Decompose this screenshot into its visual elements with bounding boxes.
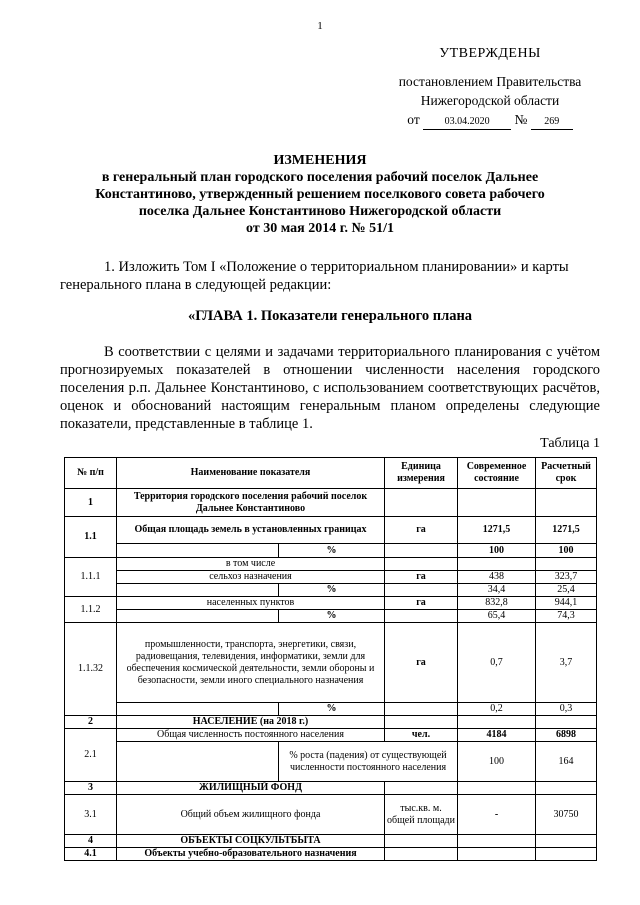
row-planned: 30750 — [536, 795, 597, 835]
row-empty — [536, 716, 597, 729]
indicators-table — [64, 457, 597, 861]
row-empty — [385, 782, 458, 795]
row-current: 0,2 — [458, 703, 536, 716]
row-name: Общая численность постоянного населения — [117, 729, 385, 742]
approval-line2: Нижегородской области — [420, 93, 560, 108]
row-unit: % — [279, 584, 385, 597]
row-planned: 0,3 — [536, 703, 597, 716]
row-empty — [458, 835, 536, 848]
row-empty — [536, 848, 597, 861]
table-header-row — [65, 458, 597, 489]
row-planned: 25,4 — [536, 584, 597, 597]
row-name: населенных пунктов — [117, 597, 385, 610]
table-row — [65, 782, 597, 795]
row-planned: 323,7 — [536, 571, 597, 584]
row-empty — [458, 716, 536, 729]
row-num: 1.1.1 — [65, 558, 117, 597]
paragraph-1-line2: генерального плана в следующей редакции: — [60, 277, 332, 293]
table-row — [65, 716, 597, 729]
row-empty — [385, 544, 458, 558]
row-name: Общая площадь земель в установленных границах — [117, 517, 385, 544]
approval-number-sign: № — [514, 112, 528, 127]
row-num: 1 — [65, 489, 117, 517]
header-current: Современное состояние — [458, 458, 536, 489]
row-current: 100 — [458, 544, 536, 558]
header-planned: Расчетный срок — [536, 458, 597, 489]
row-unit: тыс.кв. м. общей площади — [385, 795, 458, 835]
row-num: 2.1 — [65, 729, 117, 782]
header-name: Наименование показателя — [117, 458, 385, 489]
row-name: ЖИЛИЩНЫЙ ФОНД — [117, 782, 385, 795]
row-empty — [385, 716, 458, 729]
row-empty — [385, 703, 458, 716]
row-empty — [385, 848, 458, 861]
row-name: сельхоз назначения — [117, 571, 385, 584]
table-row — [65, 558, 597, 571]
row-current: 1271,5 — [458, 517, 536, 544]
row-planned: 6898 — [536, 729, 597, 742]
approval-from: от — [407, 112, 420, 127]
table-row — [65, 584, 597, 597]
table-row — [65, 729, 597, 742]
row-unit: % — [279, 703, 385, 716]
approval-line1: постановлением Правительства — [398, 74, 582, 89]
row-planned: 3,7 — [536, 623, 597, 703]
table-row — [65, 623, 597, 703]
row-name: промышленности, транспорта, энергетики, связи, радиовещания, телевидения, информатики, земли для обеспечения космической деятельности, земли обороны и безопасности, земли иного специального назначения — [117, 623, 385, 703]
row-planned: 74,3 — [536, 610, 597, 623]
row-unit — [385, 489, 458, 517]
chapter-heading: «ГЛАВА 1. Показатели генерального плана — [187, 308, 473, 324]
approval-date: 03.04.2020 — [423, 115, 511, 130]
row-empty — [458, 558, 536, 571]
row-empty — [385, 558, 458, 571]
row-current: 34,4 — [458, 584, 536, 597]
header-num: № п/п — [65, 458, 117, 489]
paragraph-1-line1: 1. Изложить Том I «Положение о территориальном планировании» и карты — [104, 259, 569, 275]
row-planned — [536, 489, 597, 517]
row-current: - — [458, 795, 536, 835]
row-empty — [458, 848, 536, 861]
row-unit: га — [385, 517, 458, 544]
row-num: 1.1 — [65, 517, 117, 558]
row-unit: га — [385, 571, 458, 584]
row-empty — [385, 610, 458, 623]
row-unit: га — [385, 623, 458, 703]
row-pre: в том числе — [117, 558, 385, 571]
row-current: 100 — [458, 742, 536, 782]
row-num: 3.1 — [65, 795, 117, 835]
table-row — [65, 795, 597, 835]
approval-title: УТВЕРЖДЕНЫ — [439, 46, 541, 61]
row-empty — [117, 742, 279, 782]
table-row — [65, 517, 597, 544]
table-row — [65, 703, 597, 716]
row-empty — [536, 835, 597, 848]
title-line2: в генеральный план городского поселения рабочий поселок Дальнее — [101, 170, 539, 185]
row-name: % роста (падения) от существующей численности постоянного населения — [279, 742, 458, 782]
row-empty — [385, 835, 458, 848]
row-name: Объекты учебно-образовательного назначения — [117, 848, 385, 861]
row-unit: га — [385, 597, 458, 610]
row-current: 65,4 — [458, 610, 536, 623]
row-unit: % — [279, 610, 385, 623]
page-number: 1 — [317, 20, 323, 32]
document-title — [60, 152, 580, 237]
row-empty — [117, 703, 279, 716]
row-current: 438 — [458, 571, 536, 584]
table-row — [65, 571, 597, 584]
header-unit: Единица измерения — [385, 458, 458, 489]
table-row — [65, 489, 597, 517]
row-empty — [117, 584, 279, 597]
row-planned: 944,1 — [536, 597, 597, 610]
row-name: НАСЕЛЕНИЕ (на 2018 г.) — [117, 716, 385, 729]
row-num: 3 — [65, 782, 117, 795]
row-name: Территория городского поселения рабочий поселок Дальнее Константиново — [117, 489, 385, 517]
paragraph-2: В соответствии с целями и задачами территориального планирования с учётом прогнозируемых показателей в отношении численности населения городского поселения р.п. Дальнее Константиново, с использованием соответствующих расчётов, оценок и обоснований настоящим генеральным планом определены следующие показатели, представленные в таблице 1. — [60, 344, 600, 432]
row-num: 1.1.2 — [65, 597, 117, 623]
row-planned: 100 — [536, 544, 597, 558]
row-name: ОБЪЕКТЫ СОЦКУЛЬТБЫТА — [117, 835, 385, 848]
approval-number: 269 — [531, 115, 573, 130]
paragraph-1 — [60, 258, 600, 294]
row-current: 0,7 — [458, 623, 536, 703]
row-name: Общий объем жилищного фонда — [117, 795, 385, 835]
row-num: 2 — [65, 716, 117, 729]
row-empty — [117, 610, 279, 623]
table-row — [65, 544, 597, 558]
approval-date-line — [380, 110, 600, 130]
row-empty — [536, 782, 597, 795]
row-current: 4184 — [458, 729, 536, 742]
row-planned: 1271,5 — [536, 517, 597, 544]
table-row — [65, 597, 597, 610]
table-row — [65, 610, 597, 623]
row-current: 832,8 — [458, 597, 536, 610]
row-unit: чел. — [385, 729, 458, 742]
row-unit: % — [279, 544, 385, 558]
table-row — [65, 848, 597, 861]
table-caption: Таблица 1 — [540, 436, 600, 451]
title-line1: ИЗМЕНЕНИЯ — [273, 153, 367, 168]
row-empty — [117, 544, 279, 558]
table-row — [65, 835, 597, 848]
row-planned: 164 — [536, 742, 597, 782]
row-empty — [385, 584, 458, 597]
title-line4: поселка Дальнее Константиново Нижегородской области — [138, 204, 502, 219]
row-num: 4.1 — [65, 848, 117, 861]
row-empty — [458, 782, 536, 795]
title-line5: от 30 мая 2014 г. № 51/1 — [246, 221, 394, 236]
row-empty — [536, 558, 597, 571]
title-line3: Константиново, утвержденный решением поселкового совета рабочего — [95, 187, 545, 202]
row-num: 1.1.32 — [65, 623, 117, 716]
row-num: 4 — [65, 835, 117, 848]
table-row — [65, 742, 597, 782]
row-current — [458, 489, 536, 517]
